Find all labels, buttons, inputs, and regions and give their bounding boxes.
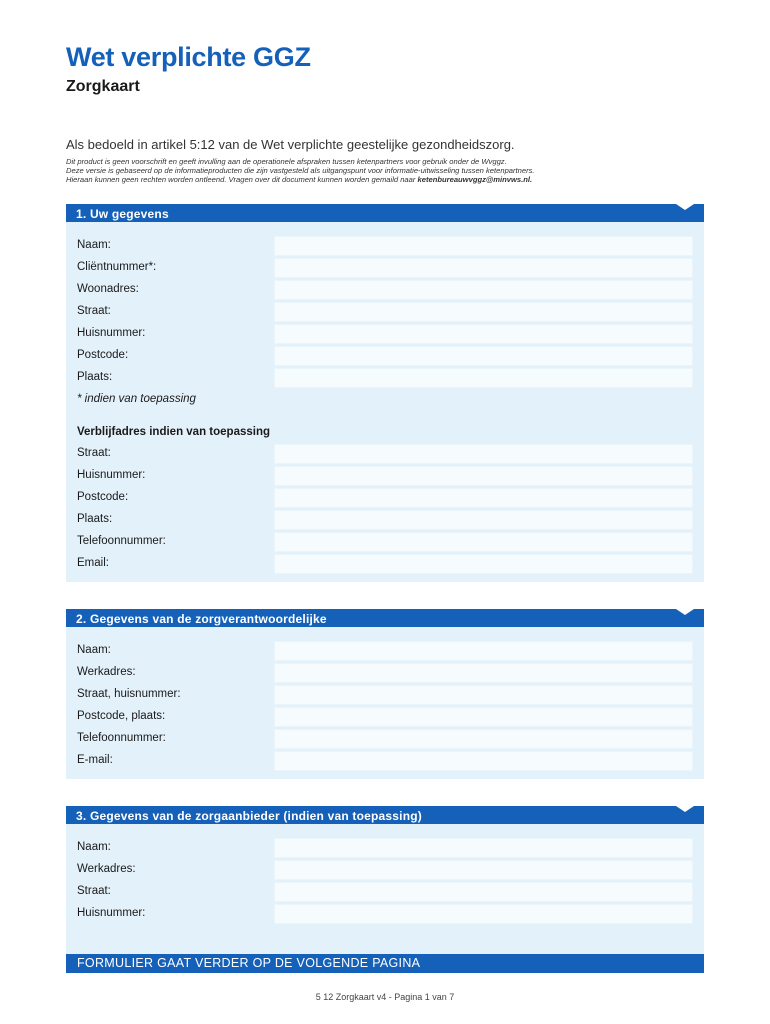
- form-row: [66, 279, 704, 301]
- chevron-down-icon: [676, 609, 694, 615]
- section-title: 2. Gegevens van de zorgverantwoordelijke: [76, 612, 327, 626]
- form-input-field[interactable]: [274, 685, 693, 705]
- form-row: [66, 662, 704, 684]
- form-input-field[interactable]: [274, 904, 693, 924]
- field-label: Huisnummer:: [77, 907, 146, 919]
- field-label: Telefoonnummer:: [77, 732, 166, 744]
- form-row: [66, 750, 704, 772]
- document-title: Wet verplichte GGZ: [66, 42, 311, 72]
- form-input-field[interactable]: [274, 838, 693, 858]
- section-header: [66, 806, 704, 824]
- chevron-down-icon: [676, 806, 694, 812]
- section-zorgaanbieder: [66, 806, 704, 954]
- chevron-down-icon: [676, 204, 694, 210]
- disclaimer-line-2: Deze versie is gebaseerd op de informatieproducten die zijn vastgesteld als uitgangspunt voor informatie-uitwisseling tussen ketenpartners.: [66, 165, 535, 175]
- document-subtitle: Zorgkaart: [66, 78, 140, 95]
- form-input-field[interactable]: [274, 532, 693, 552]
- form-input-field[interactable]: [274, 554, 693, 574]
- form-row: [66, 509, 704, 531]
- section-title: 3. Gegevens van de zorgaanbieder (indien van toepassing): [76, 809, 422, 823]
- disclaimer-line-1: Dit product is geen voorschrift en geeft invulling aan de operationele afspraken tussen ketenpartners voor gebruik onder de Wvggz.: [66, 157, 507, 166]
- form-row: [66, 301, 704, 323]
- form-row: [66, 553, 704, 575]
- continue-notice: FORMULIER GAAT VERDER OP DE VOLGENDE PAGINA: [66, 954, 704, 973]
- form-row: [66, 640, 704, 662]
- form-row: [66, 487, 704, 509]
- form-row: [66, 837, 704, 859]
- form-input-field[interactable]: [274, 882, 693, 902]
- field-label: Werkadres:: [77, 863, 136, 875]
- disclaimer: [66, 158, 706, 184]
- form-input-field[interactable]: [274, 707, 693, 727]
- field-label: Huisnummer:: [77, 469, 146, 481]
- form-input-field[interactable]: [274, 860, 693, 880]
- form-input-field[interactable]: [274, 510, 693, 530]
- form-row: [66, 465, 704, 487]
- form-input-field[interactable]: [274, 302, 693, 322]
- form-row: [66, 531, 704, 553]
- disclaimer-line-3-text: Hieraan kunnen geen rechten worden ontleend. Vragen over dit document kunnen worden gemaild naar: [66, 174, 418, 184]
- field-label: Straat:: [77, 305, 111, 317]
- form-row: [66, 881, 704, 903]
- form-input-field[interactable]: [274, 729, 693, 749]
- section-header: [66, 204, 704, 222]
- field-label: Plaats:: [77, 371, 113, 383]
- form-row: [66, 903, 704, 925]
- field-label: Postcode:: [77, 349, 129, 361]
- form-row: [66, 367, 704, 389]
- field-label: Straat:: [77, 447, 111, 459]
- field-label: Werkadres:: [77, 666, 136, 678]
- form-row: [66, 235, 704, 257]
- footnote-note: * indien van toepassing: [77, 393, 196, 405]
- field-label: Email:: [77, 557, 109, 569]
- field-label: Naam:: [77, 239, 111, 251]
- form-row: [66, 728, 704, 750]
- field-label: Huisnummer:: [77, 327, 146, 339]
- field-label: Plaats:: [77, 513, 113, 525]
- section-uw-gegevens: [66, 204, 704, 582]
- form-input-field[interactable]: [274, 488, 693, 508]
- field-label: Postcode, plaats:: [77, 710, 166, 722]
- form-row: [66, 323, 704, 345]
- form-row: [66, 706, 704, 728]
- form-input-field[interactable]: [274, 258, 693, 278]
- form-input-field[interactable]: [274, 466, 693, 486]
- field-label: Straat, huisnummer:: [77, 688, 181, 700]
- form-input-field[interactable]: [274, 346, 693, 366]
- page-footer: 5 12 Zorgkaart v4 - Pagina 1 van 7: [315, 992, 455, 1002]
- field-label: Naam:: [77, 841, 111, 853]
- form-input-field[interactable]: [274, 641, 693, 661]
- intro-text: Als bedoeld in artikel 5:12 van de Wet verplichte geestelijke gezondheidszorg.: [66, 137, 515, 152]
- form-input-field[interactable]: [274, 236, 693, 256]
- verblijfadres-subheading: Verblijfadres indien van toepassing: [77, 426, 271, 438]
- field-label: Postcode:: [77, 491, 129, 503]
- field-label: Cliëntnummer*:: [77, 261, 157, 273]
- form-input-field[interactable]: [274, 751, 693, 771]
- form-input-field[interactable]: [274, 280, 693, 300]
- form-row: [66, 257, 704, 279]
- field-label: Woonadres:: [77, 283, 139, 295]
- form-input-field[interactable]: [274, 324, 693, 344]
- section-zorgverantwoordelijke: [66, 609, 704, 779]
- disclaimer-line-3: [66, 176, 706, 185]
- form-row: [66, 684, 704, 706]
- section-header: [66, 609, 704, 627]
- field-label: Naam:: [77, 644, 111, 656]
- section-title: 1. Uw gegevens: [76, 207, 169, 221]
- field-label: Straat:: [77, 885, 111, 897]
- field-label: E-mail:: [77, 754, 113, 766]
- form-row: [66, 443, 704, 465]
- form-row: [66, 345, 704, 367]
- disclaimer-email-link[interactable]: ketenbureauwvggz@minvws.nl.: [417, 174, 533, 184]
- form-input-field[interactable]: [274, 368, 693, 388]
- field-label: Telefoonnummer:: [77, 535, 166, 547]
- form-input-field[interactable]: [274, 663, 693, 683]
- form-input-field[interactable]: [274, 444, 693, 464]
- form-row: [66, 859, 704, 881]
